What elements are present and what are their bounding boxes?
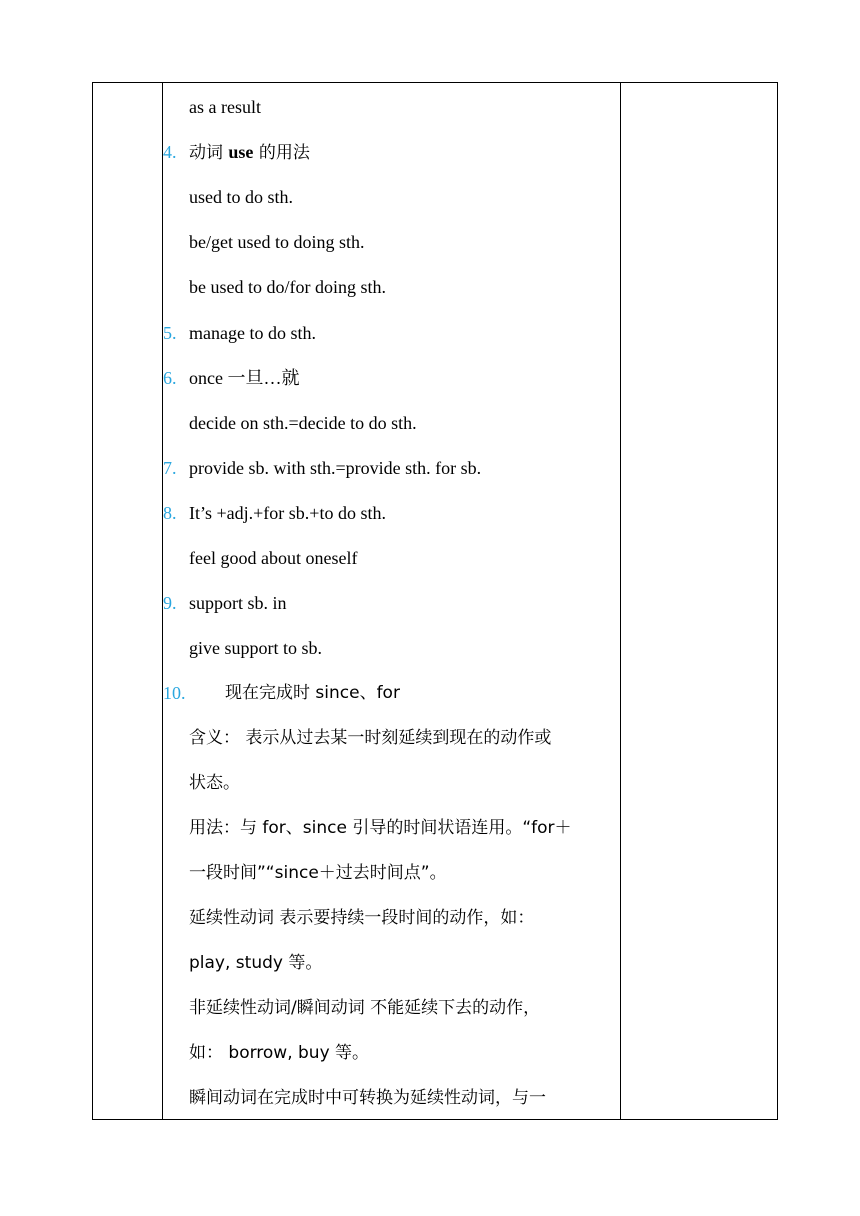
item-number: 4. [163,142,177,162]
note-line: be used to do/for doing sth. [189,277,386,297]
note-line: give support to sb. [189,638,322,658]
note-line: 用法：与 for、since 引导的时间状语连用。“for＋ [189,818,572,838]
note-line: 延续性动词 表示要持续一段时间的动作，如： [189,908,535,928]
note-text: 的用法 [253,143,310,163]
note-line: support sb. in [189,593,287,613]
note-line: 现在完成时 since、for [225,683,400,703]
note-line: play, study 等。 [189,953,323,973]
column-divider-right [620,83,621,1119]
note-line: 非延续性动词/瞬间动词 不能延续下去的动作， [189,998,541,1018]
note-line: 状态。 [189,773,240,793]
notes-table [92,82,778,1120]
note-line: be/get used to doing sth. [189,232,365,252]
note-line: 如： borrow, buy 等。 [189,1043,370,1063]
note-line: 一段时间”“since＋过去时间点”。 [189,863,447,883]
item-number: 6. [163,368,177,388]
note-line [189,139,310,165]
item-number: 7. [163,458,177,478]
note-line: decide on sth.=decide to do sth. [189,413,417,433]
note-line: It’s +adj.+for sb.+to do sth. [189,503,386,523]
note-line: as a result [189,97,261,117]
item-number: 8. [163,503,177,523]
item-number: 10. [163,683,186,703]
note-line: provide sb. with sth.=provide sth. for sb. [189,458,482,478]
note-bold-text: use [228,142,254,162]
item-number: 9. [163,593,177,613]
item-number: 5. [163,323,177,343]
note-line: used to do sth. [189,187,294,207]
note-text: 动词 [189,143,229,163]
note-line: manage to do sth. [189,323,316,343]
note-line: feel good about oneself [189,548,358,568]
note-line: 瞬间动词在完成时中可转换为延续性动词，与一 [189,1088,546,1108]
note-line: 含义： 表示从过去某一时刻延续到现在的动作或 [189,728,552,748]
note-line: once 一旦…就 [189,368,300,388]
